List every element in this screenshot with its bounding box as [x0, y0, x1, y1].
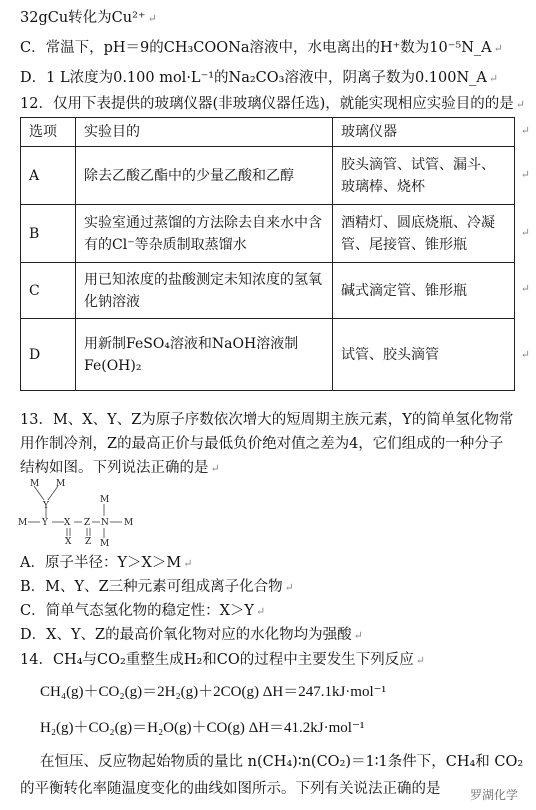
table-cell-option: C	[21, 263, 76, 319]
question-13-option-b: B．M、Y、Z三种元素可组成离子化合物 ↵	[20, 579, 294, 595]
return-mark: ↵	[520, 282, 530, 295]
return-mark: ↵	[520, 124, 530, 137]
svg-text:M: M	[100, 539, 110, 548]
table-cell-tools: 酒精灯、圆底烧瓶、冷凝管、尾接管、锥形瓶	[333, 205, 515, 263]
return-mark: ↵	[520, 348, 530, 361]
watermark-label: 罗湖化学	[466, 785, 522, 804]
svg-text:M: M	[18, 518, 28, 528]
svg-text:N: N	[101, 518, 109, 528]
table-cell-option: A	[21, 147, 76, 205]
question-14-condition-1: 在恒压、反应物起始物质的量比 n(CH₄)∶n(CO₂)＝1∶1条件下，CH₄和 CO₂	[40, 754, 524, 770]
table-cell-goal: 用已知浓度的盐酸测定未知浓度的氢氧化钠溶液	[76, 263, 333, 319]
question-14-stem: 14．CH₄与CO₂重整生成H₂和CO的过程中主要发生下列反应 ↵	[20, 652, 425, 668]
molecule-structure-diagram	[18, 478, 138, 552]
svg-text:M: M	[30, 479, 40, 489]
question-13-option-a: A．原子半径：Y＞X＞M ↵	[20, 555, 193, 571]
svg-text:Y: Y	[43, 501, 49, 511]
svg-text:Z: Z	[84, 518, 91, 528]
question-13-option-d: D．X、Y、Z的最高价氧化物对应的水化物均为强酸 ↵	[20, 627, 363, 643]
question-12-table	[20, 117, 515, 391]
table-header-tools: 玻璃仪器	[333, 118, 515, 147]
table-row	[21, 319, 515, 391]
table-cell-tools: 碱式滴定管、锥形瓶	[333, 263, 515, 319]
table-header-goal: 实验目的	[76, 118, 333, 147]
table-cell-goal: 除去乙酸乙酯中的少量乙酸和乙醇	[76, 147, 333, 205]
svg-text:M: M	[56, 479, 66, 489]
table-cell-goal: 用新制FeSO₄溶液和NaOH溶液制Fe(OH)₂	[76, 319, 333, 391]
question-13-stem-3: 结构如图。下列说法正确的是 ↵	[20, 460, 220, 476]
return-mark: ↵	[520, 226, 530, 239]
table-row	[21, 263, 515, 319]
question-13-stem-2: 用作制冷剂，Z的最高正价与最低负价绝对值之差为4，它们组成的一种分子	[20, 436, 504, 452]
table-row	[21, 147, 515, 205]
question-13-option-c: C．简单气态氢化物的稳定性：X＞Y ↵	[20, 603, 266, 619]
option-d-line: D．1 L浓度为0.100 mol·L⁻¹的Na₂CO₃溶液中，阴离子数为0.100N_A ↵	[20, 70, 499, 86]
svg-text:X: X	[65, 537, 72, 547]
text-line-cu: 32gCu转化为Cu²⁺ ↵	[20, 10, 157, 26]
reaction-equation-1: CH₄(g)＋CO₂(g)＝2H₂(g)＋2CO(g) ΔH＝247.1kJ·mol⁻¹	[40, 684, 387, 700]
question-14-condition-2: 的平衡转化率随温度变化的曲线如图所示。下列有关说法正确的是	[20, 781, 441, 797]
question-13-stem-1: 13．M、X、Y、Z为原子序数依次增大的短周期主族元素，Y的简单氢化物常	[20, 412, 514, 428]
table-cell-tools: 胶头滴管、试管、漏斗、玻璃棒、烧杯	[333, 147, 515, 205]
reaction-equation-2: H₂(g)＋CO₂(g)＝H₂O(g)＋CO(g) ΔH＝41.2kJ·mol⁻¹	[40, 720, 365, 736]
svg-text:Z: Z	[85, 537, 92, 547]
table-row	[21, 205, 515, 263]
return-mark: ↵	[520, 168, 530, 181]
table-header-option: 选项	[21, 118, 76, 147]
svg-text:M: M	[124, 518, 134, 528]
question-12-stem: 12．仅用下表提供的玻璃仪器(非玻璃仪器任选)，就能实现相应实验目的的是 ↵	[20, 96, 525, 112]
table-cell-option: D	[21, 319, 76, 391]
svg-text:M: M	[100, 495, 110, 505]
option-c-line: C．常温下，pH＝9的CH₃COONa溶液中，水电离出的H⁺数为10⁻⁵N_A ↵	[20, 40, 503, 56]
svg-text:Y: Y	[42, 518, 48, 528]
table-cell-tools: 试管、胶头滴管	[333, 319, 515, 391]
table-cell-goal: 实验室通过蒸馏的方法除去自来水中含有的Cl⁻等杂质制取蒸馏水	[76, 205, 333, 263]
table-cell-option: B	[21, 205, 76, 263]
table-header-row	[21, 118, 515, 147]
svg-text:X: X	[64, 518, 71, 528]
